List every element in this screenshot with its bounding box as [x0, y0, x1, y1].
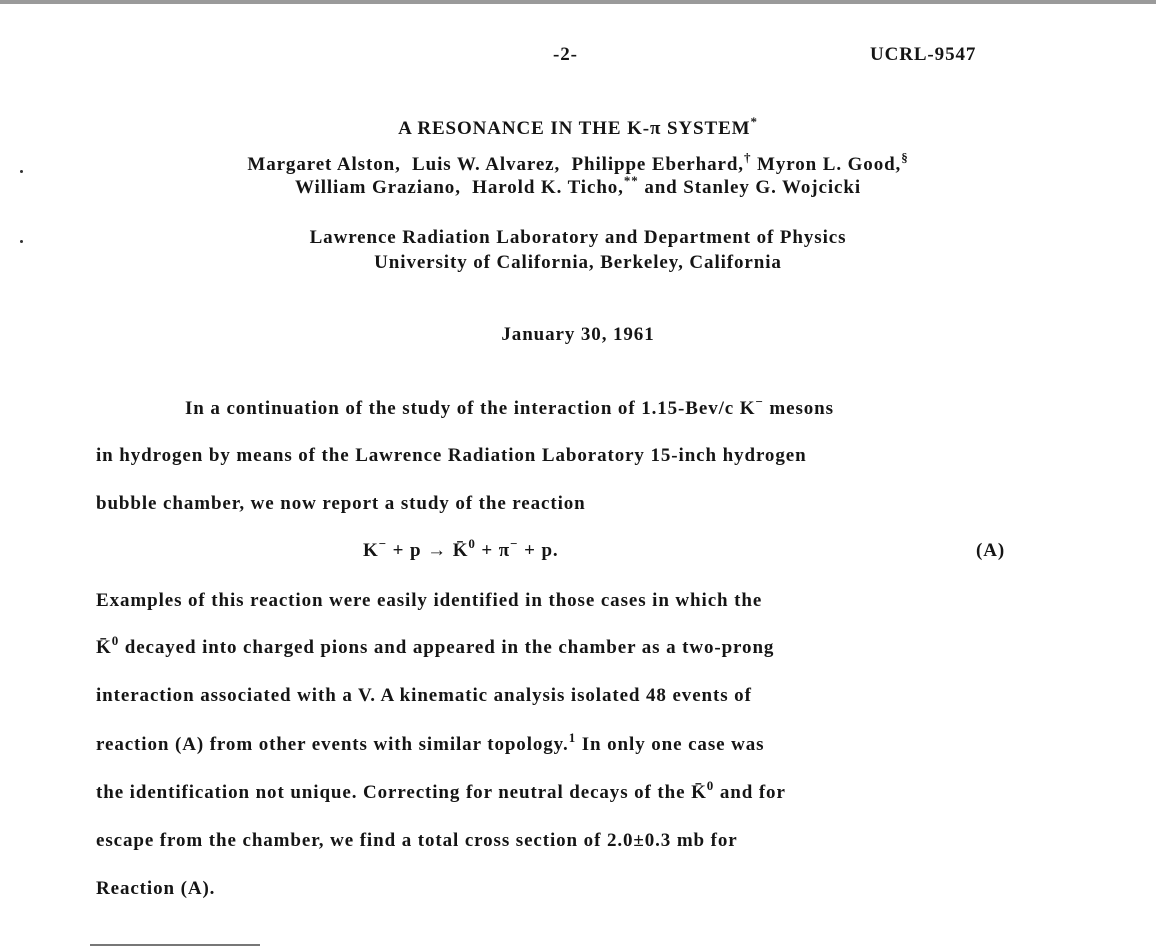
- report-id: UCRL-9547: [870, 44, 977, 65]
- scan-speck: [20, 240, 23, 243]
- author: Margaret Alston,: [247, 154, 401, 175]
- body-line: the identification not unique. Correcting for neutral decays of the K̄$^0$ and for: [96, 778, 786, 803]
- body-line: Examples of this reaction were easily identified in those cases in which the: [96, 590, 763, 611]
- author: Philippe Eberhard,: [571, 154, 744, 175]
- window-top-border: [0, 0, 1156, 4]
- author: Luis W. Alvarez,: [412, 154, 561, 175]
- author: Myron L. Good,: [757, 154, 902, 175]
- scan-speck: [20, 170, 23, 173]
- author: William Graziano,: [294, 177, 461, 198]
- body-line: bubble chamber, we now report a study of the reaction: [96, 493, 586, 514]
- author: and Stanley G. Wojcicki: [644, 177, 862, 198]
- authors-line-1: [0, 150, 1156, 176]
- footnote-mark: §: [901, 150, 909, 165]
- body-line: interaction associated with a V. A kinematic analysis isolated 48 events of: [96, 685, 752, 706]
- body-line: reaction (A) from other events with similar topology.$^1$ In only one case was: [96, 730, 765, 755]
- body-line: In a continuation of the study of the interaction of 1.15-Bev/c K− mesons: [185, 394, 834, 419]
- affiliation-line-1: Lawrence Radiation Laboratory and Department of Physics: [309, 227, 847, 248]
- reaction-equation: K− + p → K̄$^0$ + π− + p.: [363, 536, 559, 561]
- date: January 30, 1961: [501, 324, 655, 345]
- title-footnote-mark: *: [750, 114, 758, 129]
- footnote-mark: **: [623, 173, 639, 188]
- paper-title: [0, 114, 1156, 140]
- affiliation-line-2: University of California, Berkeley, California: [374, 252, 782, 273]
- title-text: A RESONANCE IN THE K-π SYSTEM: [398, 118, 751, 139]
- body-line: in hydrogen by means of the Lawrence Radiation Laboratory 15-inch hydrogen: [96, 445, 807, 466]
- footnote-mark: †: [743, 150, 752, 165]
- author: Harold K. Ticho,: [472, 177, 624, 198]
- page-number: -2-: [553, 44, 578, 65]
- equation-label: (A): [976, 540, 1006, 561]
- body-line: escape from the chamber, we find a total cross section of 2.0±0.3 mb for: [96, 830, 738, 851]
- body-line: Reaction (A).: [96, 878, 216, 899]
- footnote-rule: [90, 944, 260, 946]
- authors-line-2: [0, 173, 1156, 199]
- body-line: K̄$^0$ decayed into charged pions and appeared in the chamber as a two-prong: [96, 633, 775, 658]
